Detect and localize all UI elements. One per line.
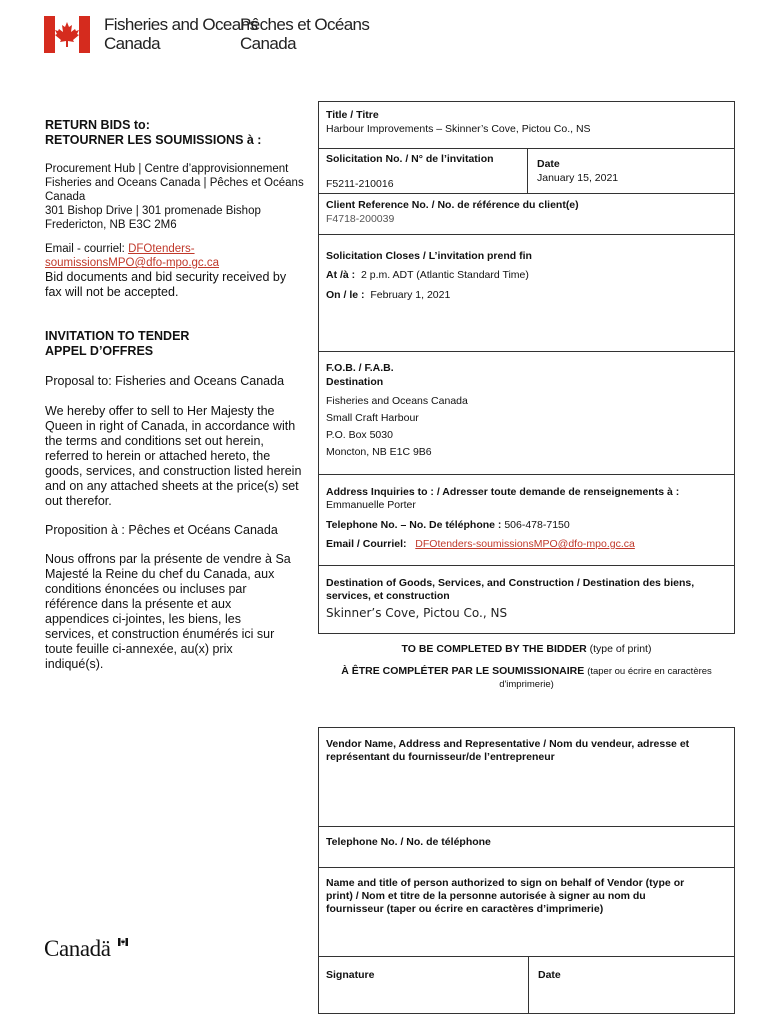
offer-english: We hereby offer to sell to Her Majesty the Queen in right of Canada, in accordance with the terms and conditions set out herein, referred to herein or attached hereto, the goods, services, and construction listed herein and on any attached sheets at the price(s) set out therefor. bbox=[45, 404, 302, 508]
closing-date: On / le : February 1, 2021 bbox=[326, 289, 451, 301]
date-box bbox=[527, 148, 735, 194]
date-label: Date bbox=[537, 158, 560, 170]
goods-destination-value: Skinner’s Cove, Pictou Co., NS bbox=[326, 606, 508, 620]
closing-time: At /à : 2 p.m. ADT (Atlantic Standard Time) bbox=[326, 269, 529, 281]
canada-wordmark-logo: Canadä bbox=[44, 936, 111, 961]
proposal-english: Proposal to: Fisheries and Oceans Canada bbox=[45, 374, 285, 388]
inquiries-telephone: Telephone No. – No. De téléphone : 506-478-7150 bbox=[326, 519, 570, 531]
date-value: January 15, 2021 bbox=[537, 172, 619, 184]
vendor-telephone-label: Telephone No. / No. de téléphone bbox=[326, 836, 491, 848]
solicitation-value: F5211-210016 bbox=[326, 178, 394, 190]
inquiries-email: Email / Courriel: DFOtenders-soumissionsMPO@dfo-mpo.gc.ca bbox=[326, 538, 635, 550]
proposal-french: Proposition à : Pêches et Océans Canada bbox=[45, 523, 278, 537]
destination-address: Fisheries and Oceans Canada Small Craft Harbour P.O. Box 5030 Moncton, NB E1C 9B6 bbox=[326, 395, 468, 458]
vendor-label: Vendor Name, Address and Representative / Nom du vendeur, adresse et représentant du fournisseur/de l’entrepreneur bbox=[326, 738, 690, 763]
closing-label: Solicitation Closes / L’invitation prend fin bbox=[326, 250, 532, 262]
solicitation-box bbox=[318, 148, 528, 194]
signature-label: Signature bbox=[326, 969, 375, 981]
fob-destination-box bbox=[318, 351, 735, 475]
goods-destination-box bbox=[318, 565, 735, 634]
title-label: Title / Titre bbox=[326, 109, 379, 121]
return-bids-heading: RETURN BIDS to: RETOURNER LES SOUMISSIONS à : bbox=[45, 118, 262, 147]
title-box bbox=[318, 101, 735, 149]
signature-box[interactable] bbox=[318, 956, 529, 1014]
signature-date-label: Date bbox=[538, 969, 561, 981]
bidder-instructions: TO BE COMPLETED BY THE BIDDER (type of print) À ÊTRE COMPLÉTER PAR LE SOUMISSIONAIRE (taper ou écrire en caractères d'imprimerie) bbox=[341, 643, 712, 690]
vendor-telephone-box[interactable] bbox=[318, 826, 735, 868]
client-reference-value: F4718-200039 bbox=[326, 213, 395, 225]
fob-label: F.O.B. / F.A.B. bbox=[326, 362, 394, 374]
client-reference-label: Client Reference No. / No. de référence du client(e) bbox=[326, 199, 579, 211]
closing-box bbox=[318, 234, 735, 352]
inquiries-label: Address Inquiries to : / Adresser toute demande de renseignements à : bbox=[326, 486, 680, 498]
destination-label: Destination bbox=[326, 376, 384, 388]
inquiries-email-link[interactable]: DFOtenders-soumissionsMPO@dfo-mpo.gc.ca bbox=[415, 538, 635, 550]
return-email-link[interactable]: DFOtenders- bbox=[128, 243, 195, 255]
vendor-box[interactable] bbox=[318, 727, 735, 827]
return-address: Procurement Hub | Centre d’approvisionnement Fisheries and Oceans Canada | Pêches et Océans Canada 301 Bishop Drive | 301 promenade Bishop Fredericton, NB E3C 2M6 bbox=[45, 163, 304, 231]
authorized-person-label: Name and title of person authorized to sign on behalf of Vendor (type or print) / Nom et titre de la personne autorisée à signer au nom du fournisseur (taper ou écrire en caractères d’imprimerie) bbox=[326, 877, 685, 915]
invitation-heading: INVITATION TO TENDER APPEL D’OFFRES bbox=[45, 329, 190, 358]
title-value: Harbour Improvements – Skinner’s Cove, Pictou Co., NS bbox=[326, 123, 591, 135]
department-name-french: Pêches et Océans Canada bbox=[240, 15, 370, 53]
department-name-english: Fisheries and Oceans Canada bbox=[104, 15, 258, 53]
return-email-block: Email - courriel: DFOtenders- soumissionsMPO@dfo-mpo.gc.ca bbox=[45, 243, 220, 269]
fax-note: Bid documents and bid security received by fax will not be accepted. bbox=[45, 270, 287, 299]
goods-destination-label: Destination of Goods, Services, and Construction / Destination des biens, services, et construction bbox=[326, 577, 695, 602]
inquiries-contact: Emmanuelle Porter bbox=[326, 499, 416, 511]
offer-french: Nous offrons par la présente de vendre à Sa Majesté la Reine du chef du Canada, aux conditions énoncées ou incluses par référence dans la présente et aux appendices ci-jointes, les biens, les services, et construction énumérés ici sur toute feuille ci-annexée, au(x) prix indiqué(s). bbox=[45, 552, 291, 671]
wordmark-flag-icon bbox=[118, 938, 128, 946]
authorized-person-box[interactable] bbox=[318, 867, 735, 957]
return-email-link-continued[interactable]: soumissionsMPO@dfo-mpo.gc.ca bbox=[45, 257, 220, 269]
canada-flag-icon bbox=[44, 16, 90, 53]
client-reference-box bbox=[318, 193, 735, 235]
solicitation-label: Solicitation No. / N° de l’invitation bbox=[326, 153, 494, 165]
inquiries-box bbox=[318, 474, 735, 566]
signature-date-box[interactable] bbox=[528, 956, 735, 1014]
